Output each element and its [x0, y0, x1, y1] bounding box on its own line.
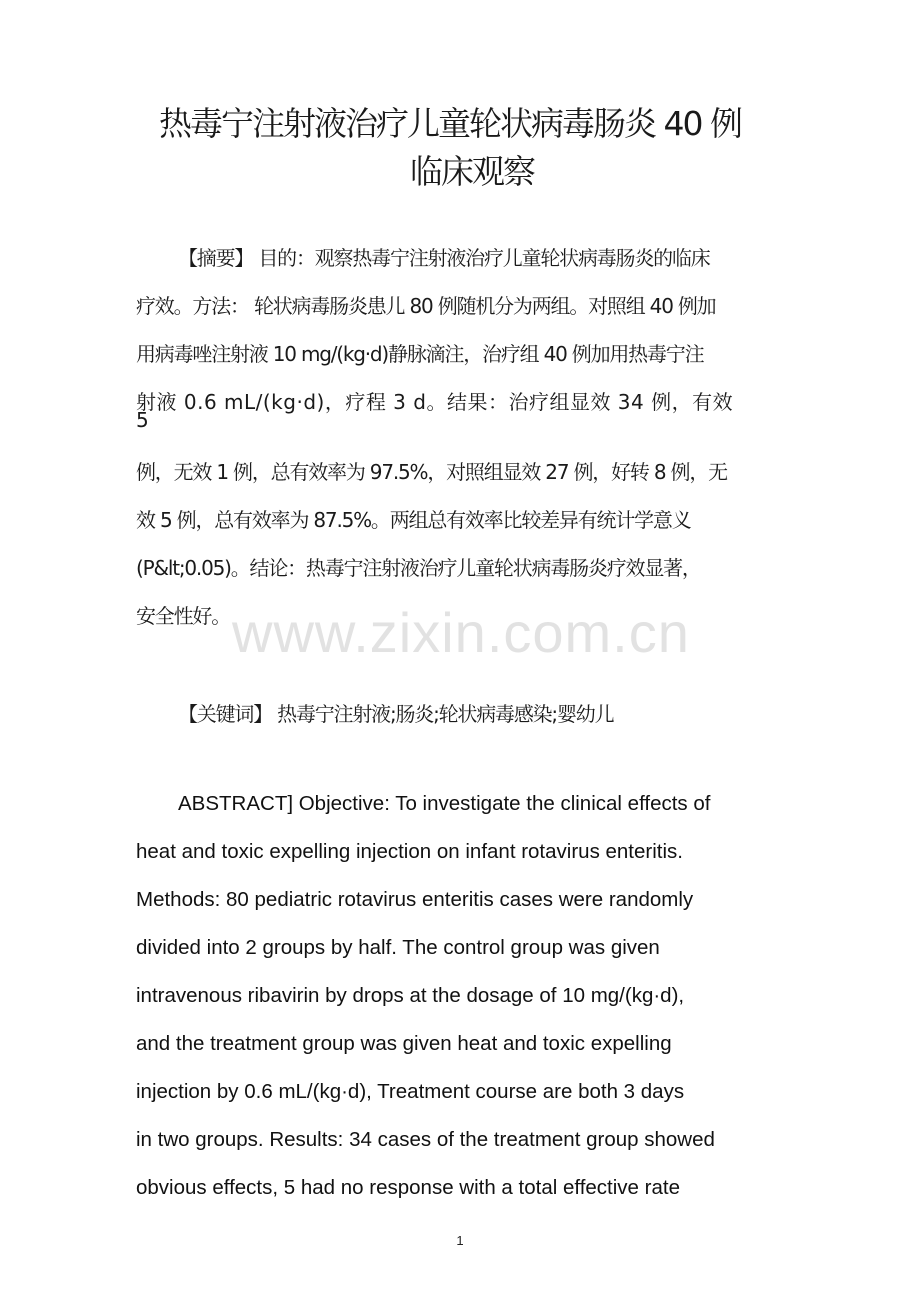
abstract-en-line: injection by 0.6 mL/(kg·d), Treatment course are both 3 days	[136, 1080, 685, 1103]
watermark: www.zixin.com.cn	[232, 601, 690, 664]
abstract-en-line: and the treatment group was given heat and toxic expelling	[136, 1032, 672, 1055]
abstract-cn-line: 5	[136, 408, 148, 432]
abstract-cn-line: 效 5 例，总有效率为 87.5%。两组总有效率比较差异有统计学意义	[136, 508, 691, 532]
abstract-en-line: Methods: 80 pediatric rotavirus enteritis cases were randomly	[136, 888, 694, 911]
abstract-cn-line: 例，无效 1 例，总有效率为 97.5%，对照组显效 27 例，好转 8 例，无	[136, 460, 727, 484]
keywords: 【关键词】 热毒宁注射液;肠炎;轮状病毒感染;婴幼儿	[178, 702, 614, 726]
page-number: 1	[456, 1233, 464, 1248]
abstract-cn-line: 疗效。方法： 轮状病毒肠炎患儿 80 例随机分为两组。对照组 40 例加	[136, 294, 716, 318]
abstract-en-line: ABSTRACT] Objective: To investigate the clinical effects of	[178, 792, 711, 815]
abstract-en-line: intravenous ribavirin by drops at the dosage of 10 mg/(kg·d),	[136, 984, 685, 1007]
title-line-1: 热毒宁注射液治疗儿童轮状病毒肠炎 40 例	[159, 104, 741, 143]
abstract-en-line: divided into 2 groups by half. The control group was given	[136, 936, 660, 959]
abstract-cn-line: 【摘要】 目的：观察热毒宁注射液治疗儿童轮状病毒肠炎的临床	[178, 246, 710, 270]
abstract-cn-line: 安全性好。	[136, 604, 230, 628]
abstract-en-line: obvious effects, 5 had no response with a total effective rate	[136, 1176, 680, 1199]
abstract-cn-line: 射液 0.6 mL/(kg·d)，疗程 3 d。结果：治疗组显效 34 例，有效	[136, 390, 734, 414]
abstract-en-line: heat and toxic expelling injection on infant rotavirus enteritis.	[136, 840, 683, 863]
abstract-en-line: in two groups. Results: 34 cases of the treatment group showed	[136, 1128, 715, 1151]
abstract-cn-line: (P&lt;0.05)。结论：热毒宁注射液治疗儿童轮状病毒肠炎疗效显著，	[136, 556, 701, 580]
abstract-cn-line: 用病毒唑注射液 10 mg/(kg·d)静脉滴注，治疗组 40 例加用热毒宁注	[136, 342, 704, 366]
title-line-2: 临床观察	[410, 152, 534, 191]
